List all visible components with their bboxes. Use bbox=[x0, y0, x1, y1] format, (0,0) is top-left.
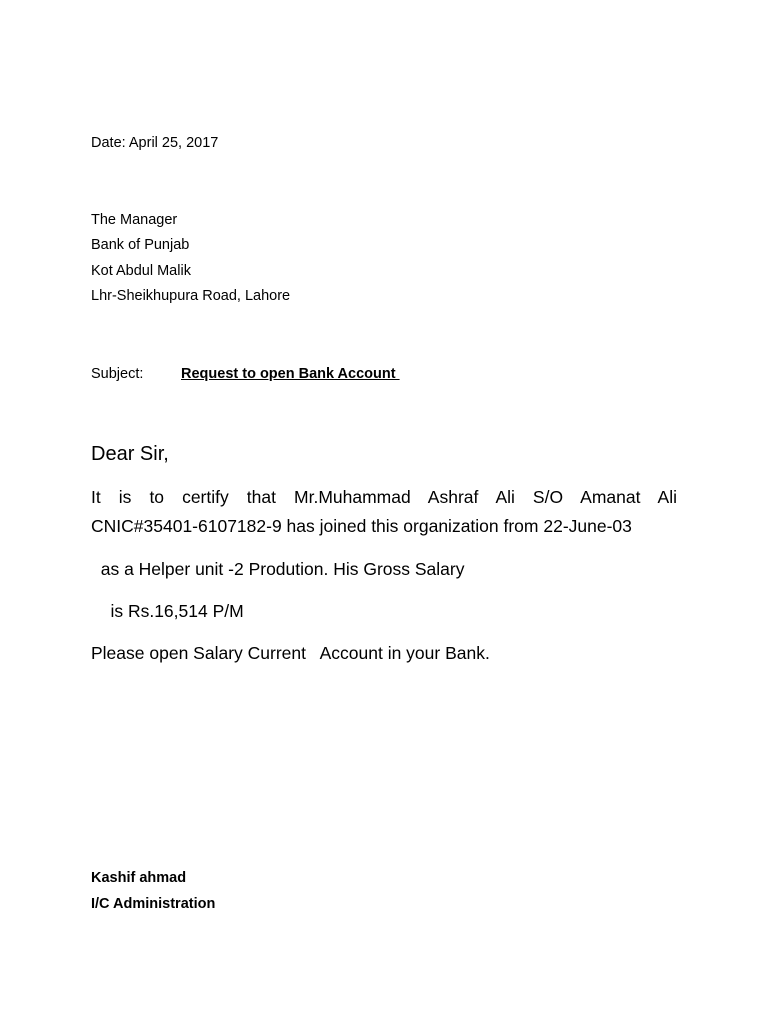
recipient-branch: Kot Abdul Malik bbox=[91, 263, 191, 279]
signer-title: I/C Administration bbox=[91, 896, 216, 912]
body-line-cnic: CNIC#35401-6107182-9 has joined this organization from 22-June-03 bbox=[91, 516, 632, 536]
body-line-certify: It is to certify that Mr.Muhammad Ashraf Ali S/O Amanat Ali bbox=[91, 487, 677, 507]
recipient-title: The Manager bbox=[91, 212, 178, 228]
body-line-salary: is Rs.16,514 P/M bbox=[91, 601, 244, 621]
body-line-request: Please open Salary Current Account in your Bank. bbox=[91, 643, 490, 663]
signer-name: Kashif ahmad bbox=[91, 870, 187, 886]
subject-text: Request to open Bank Account bbox=[181, 366, 400, 382]
recipient-road: Lhr-Sheikhupura Road, Lahore bbox=[91, 288, 291, 304]
subject-label: Subject: bbox=[91, 366, 144, 382]
salutation: Dear Sir, bbox=[91, 443, 169, 465]
recipient-bank: Bank of Punjab bbox=[91, 237, 190, 253]
letter-date: Date: April 25, 2017 bbox=[91, 135, 219, 151]
body-line-position: as a Helper unit -2 Prodution. His Gross Salary bbox=[91, 559, 465, 579]
